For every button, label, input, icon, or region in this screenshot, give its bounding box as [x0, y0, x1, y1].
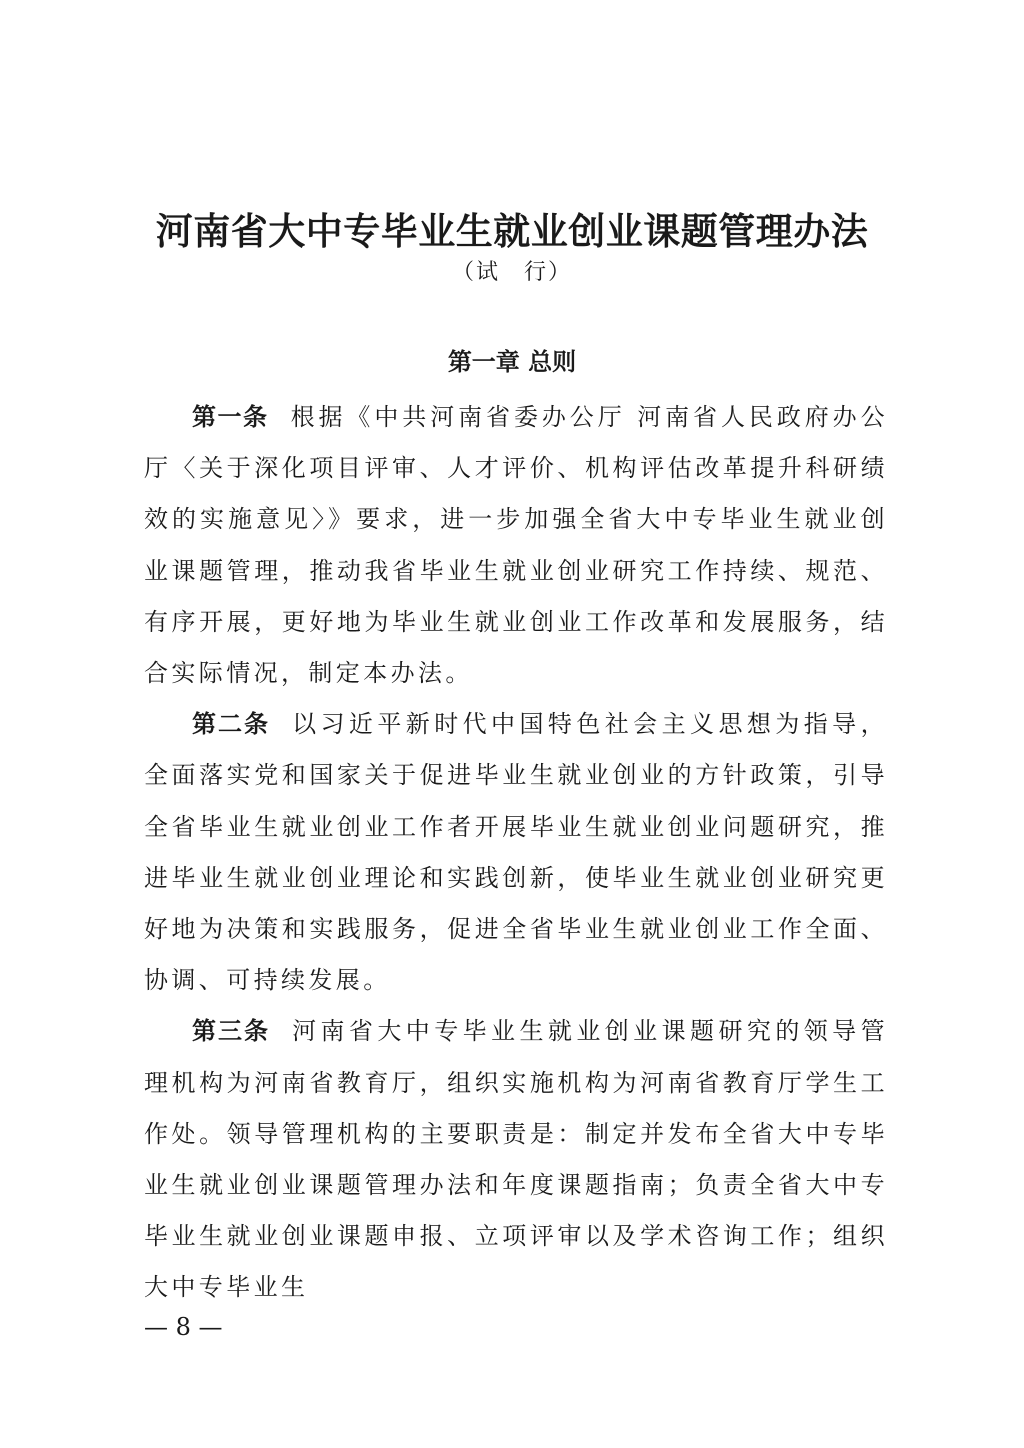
article-1 — [144, 392, 888, 699]
article-text: 以习近平新时代中国特色社会主义思想为指导，全面落实党和国家关于促进毕业生就业创业的方针政策，引导全省毕业生就业创业工作者开展毕业生就业创业问题研究，推进毕业生就业创业理论和实践创新，使毕业生就业创业研究更好地为决策和实践服务，促进全省毕业生就业创业工作全面、协调、可持续发展。 — [144, 710, 888, 995]
document-title: 河南省大中专毕业生就业创业课题管理办法 — [155, 210, 869, 253]
article-text: 根据《中共河南省委办公厅 河南省人民政府办公厅〈关于深化项目评审、人才评价、机构评估改革提升科研绩效的实施意见〉》要求，进一步加强全省大中专毕业生就业创业课题管理，推动我省毕业生就业创业研究工作持续、规范、有序开展，更好地为毕业生就业创业工作改革和发展服务，结合实际情况，制定本办法。 — [144, 403, 888, 688]
article-label: 第二条 — [192, 710, 271, 739]
chapter-heading: 第一章 总则 — [447, 348, 577, 376]
page-number: — 8 — — [144, 1313, 223, 1341]
article-2 — [144, 699, 888, 1006]
document-body — [144, 392, 888, 1314]
article-label: 第三条 — [192, 1017, 271, 1046]
article-3 — [144, 1006, 888, 1313]
article-text: 河南省大中专毕业生就业创业课题研究的领导管理机构为河南省教育厅，组织实施机构为河南省教育厅学生工作处。领导管理机构的主要职责是：制定并发布全省大中专毕业生就业创业课题管理办法和年度课题指南；负责全省大中专毕业生就业创业课题申报、立项评审以及学术咨询工作；组织大中专毕业生 — [144, 1017, 888, 1302]
article-label: 第一条 — [192, 403, 269, 431]
document-subtitle: （试 行） — [451, 260, 572, 285]
